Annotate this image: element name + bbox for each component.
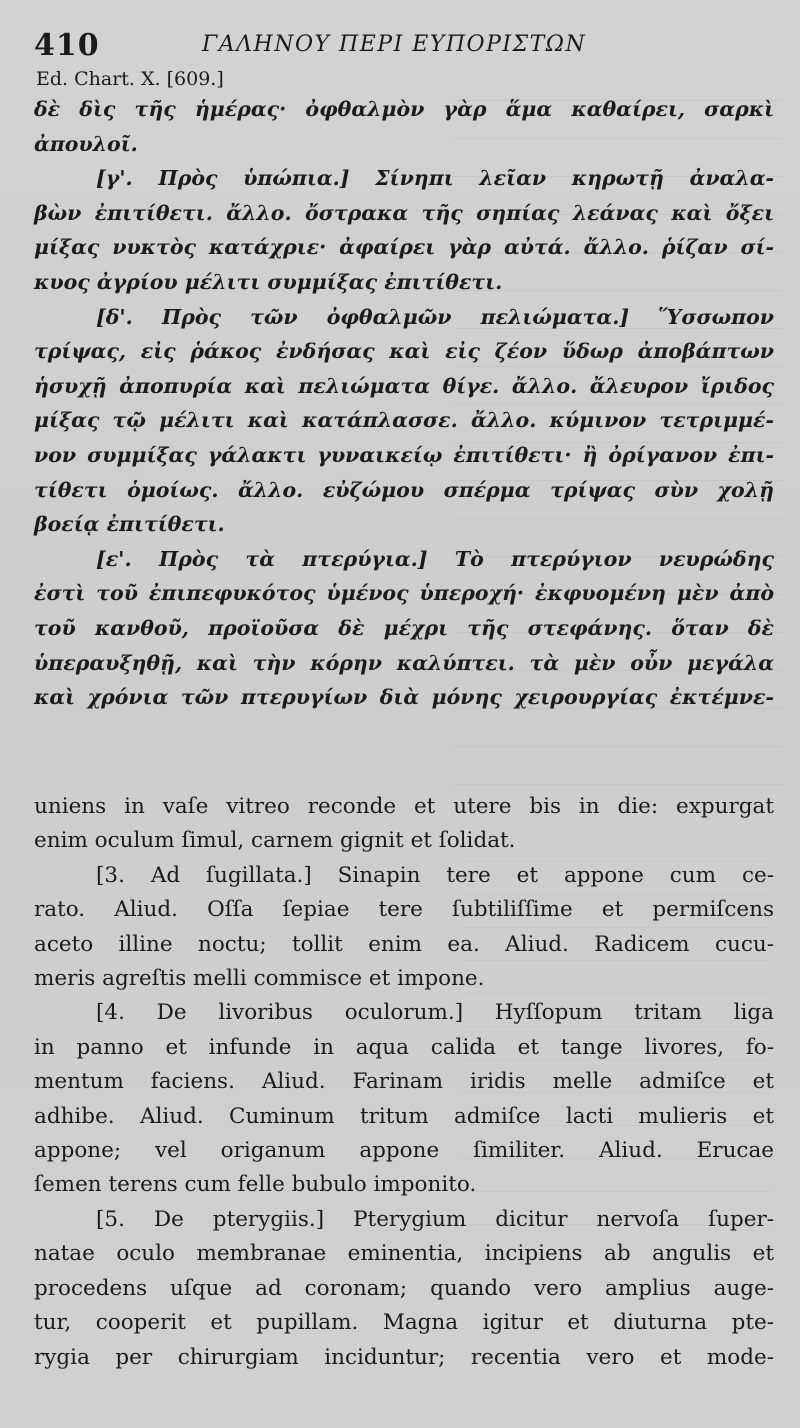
latin-line: rygia per chirurgiam inciduntur; recentia vero et mode-: [34, 1344, 774, 1370]
latin-line: appone; vel origanum appone ſimiliter. Aliud. Erucae: [34, 1138, 774, 1164]
page-number: 410: [34, 28, 100, 63]
latin-line: procedens uſque ad coronam; quando vero amplius auge-: [34, 1275, 774, 1301]
latin-line: [4. De livoribus oculorum.] Hyſſopum tritam liga: [96, 1000, 774, 1026]
latin-line: mentum faciens. Aliud. Farinam iridis melle admiſce et: [34, 1069, 774, 1095]
page-header: [34, 28, 778, 64]
latin-line: enim oculum ſimul, carnem gignit et ſolidat.: [34, 828, 516, 854]
greek-line: βὼν ἐπιτίθετι. ἄλλο. ὄστρακα τῆς σηπίας λεάνας καὶ ὄξει: [34, 200, 774, 225]
greek-line: [δ'. Πρὸς τῶν ὀφθαλμῶν πελιώματα.] Ὕσσωπον: [96, 304, 774, 329]
greek-line: δὲ δὶς τῆς ἡμέρας· ὀφθαλμὸν γὰρ ἅμα καθαίρει, σαρκὶ: [34, 97, 774, 121]
greek-line: μίξας νυκτὸς κατάχριε· ἀφαίρει γὰρ αὐτά. ἄλλο. ῥίζαν σί-: [34, 235, 774, 260]
latin-text-block: [34, 790, 774, 1375]
latin-line: in panno et infunde in aqua calida et tange livores, fo-: [34, 1034, 774, 1060]
latin-line: meris agreſtis melli commisce et impone.: [34, 966, 485, 992]
edition-reference: Ed. Chart. X. [609.]: [36, 68, 224, 90]
running-title: ΓΑΛΗΝΟΥ ΠΕΡΙ ΕΥΠΟΡΙΣΤΩΝ: [202, 32, 587, 57]
latin-line: ſemen terens cum felle bubulo imponito.: [34, 1172, 477, 1198]
greek-line: καὶ χρόνια τῶν πτερυγίων διὰ μόνης χειρουργίας ἐκτέμνε-: [34, 685, 774, 710]
latin-line: adhibe. Aliud. Cuminum tritum admiſce lacti mulieris et: [34, 1103, 774, 1129]
greek-line: τρίψας, εἰς ῥάκος ἐνδήσας καὶ εἰς ζέον ὕδωρ ἀποβάπτων: [34, 339, 774, 364]
greek-line: βοείᾳ ἐπιτίθετι.: [34, 512, 225, 537]
greek-text-block: [34, 92, 774, 715]
greek-line: [γ'. Πρὸς ὑπώπια.] Σίνηπι λεῖαν κηρωτῇ ἀναλα-: [96, 166, 774, 191]
greek-line: ἐστὶ τοῦ ἐπιπεφυκότος ὑμένος ὑπεροχή· ἐκφυομένη μὲν ἀπὸ: [34, 581, 774, 606]
latin-line: tur, cooperit et pupillam. Magna igitur et diuturna pte-: [34, 1310, 774, 1336]
latin-line: natae oculo membranae eminentia, incipiens ab angulis et: [34, 1241, 774, 1267]
greek-line: τοῦ κανθοῦ, προϊοῦσα δὲ μέχρι τῆς στεφάνης. ὅταν δὲ: [34, 615, 774, 640]
latin-line: [5. De pterygiis.] Pterygium dicitur nervoſa ſuper-: [96, 1206, 774, 1232]
greek-line: ἀπουλοῖ.: [34, 131, 138, 156]
greek-line: [ε'. Πρὸς τὰ πτερύγια.] Τὸ πτερύγιον νευρώδης: [96, 546, 774, 571]
latin-line: [3. Ad ſugillata.] Sinapin tere et appone cum ce-: [96, 862, 774, 888]
greek-line: ὑπεραυξηθῇ, καὶ τὴν κόρην καλύπτει. τὰ μὲν οὖν μεγάλα: [34, 650, 774, 675]
greek-line: ἡσυχῇ ἀποπυρία καὶ πελιώματα θίγε. ἄλλο. ἄλευρον ἴριδος: [34, 373, 774, 398]
greek-line: τίθετι ὁμοίως. ἄλλο. εὐζώμου σπέρμα τρίψας σὺν χολῇ: [34, 477, 774, 502]
greek-line: νον συμμίξας γάλακτι γυναικείῳ ἐπιτίθετι· ἢ ὀρίγανον ἐπι-: [34, 442, 774, 467]
greek-line: κυος ἀγρίου μέλιτι συμμίξας ἐπιτίθετι.: [34, 269, 503, 294]
latin-line: uniens in vaſe vitreo reconde et utere bis in die: expurgat: [34, 794, 774, 819]
greek-line: μίξας τῷ μέλιτι καὶ κατάπλασσε. ἄλλο. κύμινον τετριμμέ-: [34, 408, 774, 433]
latin-line: rato. Aliud. Oſſa ſepiae tere ſubtiliſſime et permiſcens: [34, 897, 774, 923]
latin-line: aceto illine noctu; tollit enim ea. Aliud. Radicem cucu-: [34, 931, 774, 957]
